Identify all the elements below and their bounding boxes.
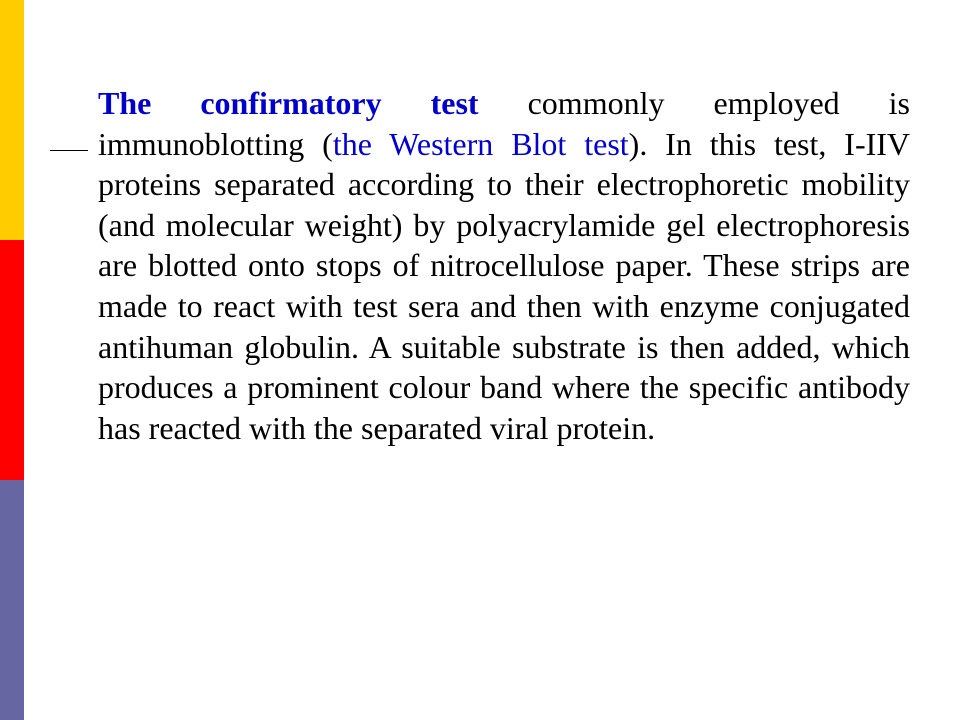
accent-bar-red: [0, 240, 24, 480]
text-part-2: ). In this test, I-IIV proteins separated according to their electrophoretic mobility (and molecular weight) by polyacrylamide gel electrophoresis are blotted onto stops of nitrocellulose paper. These strips are made to react with test sera and then with enzyme conjugated antihuman globulin. A suitable substrate is then added, which produces a prominent colour band where the specific antibody has reacted with the separated viral protein.: [98, 125, 911, 446]
lead-phrase: The confirmatory test: [98, 85, 479, 121]
bullet-dash-icon: [50, 150, 88, 151]
accent-bar-blue: [0, 480, 24, 720]
text-part-1: commonly employed is immunoblotting (: [98, 85, 911, 162]
body-paragraph: [98, 83, 910, 448]
western-blot-term: the Western Blot test: [332, 125, 629, 162]
accent-bar-yellow: [0, 0, 24, 240]
